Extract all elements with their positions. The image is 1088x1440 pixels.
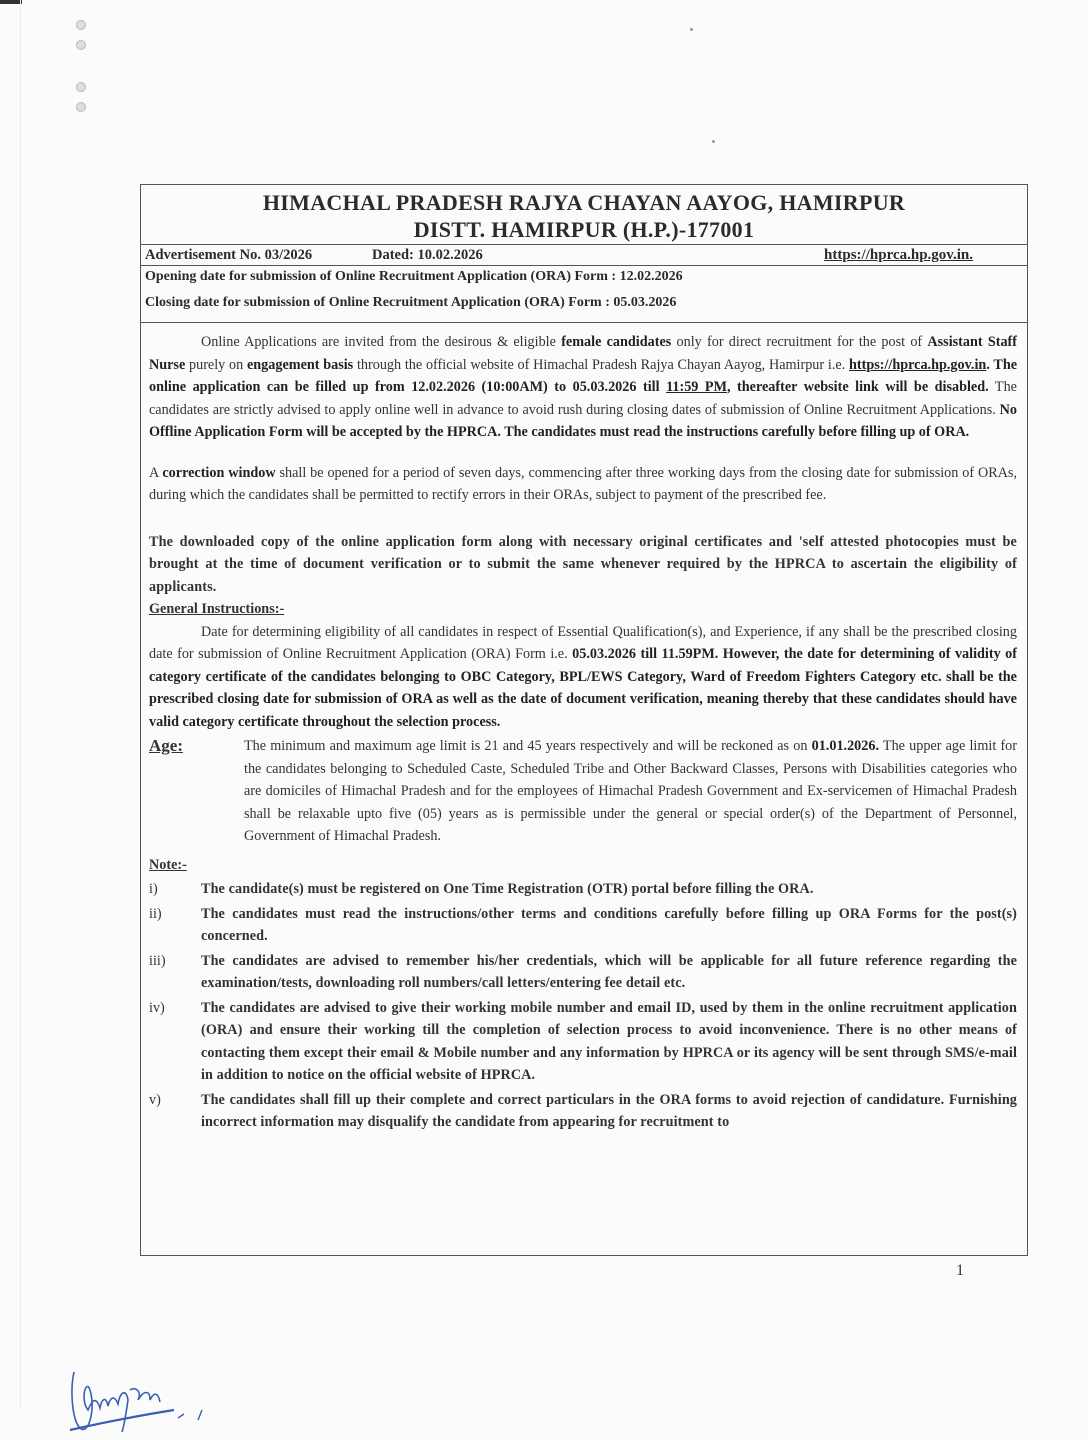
note-text: The candidates shall fill up their complete and correct particulars in the ORA forms to avoid rejection of candidature. Furnishing incorrect information may disqualify the candidate from appearing for recruitment to	[201, 1091, 1017, 1130]
intro-bold: No Offline Application Form will be accepted by the HPRCA. The candidates must read the instructions carefully before filling up of ORA.	[149, 401, 1017, 440]
correction-text: shall be opened for a period of seven days, commencing after three working days from the closing date for submission of ORAs, during which the candidates shall be permitted to rectify errors in their ORAs, subject to payment of the prescribed fee.	[149, 464, 1018, 503]
punch-hole-mark	[76, 20, 86, 30]
intro-bold: engagement basis	[246, 356, 354, 373]
note-item	[149, 997, 1017, 1087]
post-name: Assistant Staff Nurse	[149, 334, 1018, 373]
opening-date: Opening date for submission of Online Recruitment Application (ORA) Form : 12.02.2026	[145, 269, 683, 284]
general-bold: 05.03.2026 till 11.59PM. However, the date for determining of validity of category certificate of the candidates belonging to OBC Category, BPL/EWS Category, Ward of Freedom Fighters Category etc. shall be the prescribed closing date for submission of ORA	[149, 646, 1017, 707]
note-item	[149, 1089, 1017, 1134]
punch-hole-mark	[76, 82, 86, 92]
age-reckon-date: 01.01.2026.	[811, 738, 879, 754]
note-text: The candidates are advised to remember his/her credentials, which will be applicable for all future reference regarding the examination/tests, downloading roll numbers/call letters/entering fee detail etc.	[201, 952, 1017, 991]
punch-hole-mark	[76, 102, 86, 112]
advertisement-date: Dated: 10.02.2026	[372, 246, 483, 263]
scan-speck	[712, 140, 715, 143]
intro-bold: , thereafter website link will be disabled.	[726, 379, 989, 395]
scan-speck	[690, 28, 693, 31]
intro-text: only for direct recruitment for the post of	[671, 334, 928, 350]
correction-paragraph	[149, 462, 1017, 507]
advertisement-info-row	[141, 245, 1027, 266]
closing-date: Closing date for submission of Online Recruitment Application (ORA) Form : 05.03.2026	[145, 295, 677, 310]
intro-bold: . The online application can be filled up from 12.02.2026 (10:00AM) to 05.03.2026 till	[149, 356, 1018, 395]
note-label: Note:-	[149, 856, 187, 873]
intro-bold: female candidates	[561, 334, 672, 350]
note-item	[149, 903, 1017, 948]
closing-time: 11:59 PM	[666, 379, 727, 395]
note-item	[149, 950, 1017, 995]
correction-bold: correction window	[162, 464, 276, 481]
advertisement-number: Advertisement No. 03/2026	[145, 246, 313, 263]
note-item	[149, 878, 1017, 901]
note-number: ii)	[149, 905, 162, 922]
correction-text: A	[149, 464, 163, 481]
age-text	[244, 735, 1017, 848]
age-section	[149, 735, 1017, 848]
scan-edge-mark	[0, 0, 22, 4]
note-number: v)	[149, 1091, 161, 1108]
general-bold: as well as the date of document verification, meaning thereby that these candidates should have valid category certificate throughout the selection process.	[149, 691, 1017, 730]
note-number: iii)	[149, 952, 166, 969]
intro-paragraph	[149, 331, 1017, 444]
advertisement-frame	[140, 184, 1028, 1256]
punch-hole-mark	[76, 40, 86, 50]
note-number: i)	[149, 881, 158, 897]
download-notice: The downloaded copy of the online application form along with necessary original certificates and 'self attested photocopies must be brought at the time of document verification or to submit the same whenever required by the HPRCA to ascertain the eligibility of applicants.	[149, 533, 1017, 595]
intro-website-link[interactable]: https://hprca.hp.gov.in	[848, 356, 987, 373]
note-text: The candidates must read the instructions/other terms and conditions carefully before filling up ORA Forms for the post(s) concerned.	[201, 905, 1017, 944]
intro-text: The candidates are strictly advised to apply online well in advance to avoid rush during closing dates of submission of Online Recruitment Applications.	[149, 379, 1017, 418]
intro-text: through the official website of Himachal Pradesh Rajya Chayan Aayog, Hamirpur i.e.	[353, 356, 849, 373]
general-text: Date for determining eligibility of all candidates in respect of Essential Qualification(s), and Experience, if any shall be the prescribed closing date for submission of Online Recruitment Application (ORA) Form i.e.	[149, 623, 1017, 662]
note-text: The candidate(s) must be registered on One Time Registration (OTR) portal before filling the ORA.	[201, 881, 814, 897]
note-number: iv)	[149, 999, 165, 1016]
age-label: Age:	[149, 736, 183, 755]
age-text-part: The upper age limit for the candidates belonging to Scheduled Caste, Scheduled Tribe and Other Backward Classes, Persons with Disabilities categories who are domiciles of Himachal Pradesh and for the employees of Himachal Pradesh Government and Ex-servicemen of Himachal Pradesh shall be relaxable upto five (05) years as is permissible under the general or special order(s) of the Department of Personnel, Government of Himachal Pradesh.	[244, 738, 1018, 844]
page-number: 1	[956, 1262, 964, 1279]
scan-left-edge	[20, 0, 21, 1408]
dates-block	[141, 266, 1027, 323]
organization-address: DISTT. HAMIRPUR (H.P.)-177001	[413, 217, 755, 242]
note-list	[149, 878, 1017, 1134]
age-text-part: The minimum and maximum age limit is 21 and 45 years respectively and will be reckoned as on	[244, 738, 812, 754]
title-block	[141, 185, 1027, 245]
note-text: The candidates are advised to give their working mobile number and email ID, used by them in the online recruitment application (ORA) and ensure their working till the completion of selection process to avoid inconvenience. There is no other means of contacting them except their email & Mobile number and any information by HPRCA or its agency will be sent through SMS/e-mail in addition to notice on the official website of HPRCA.	[201, 999, 1017, 1083]
organization-title: HIMACHAL PRADESH RAJYA CHAYAN AAYOG, HAMIRPUR	[262, 190, 906, 215]
general-instructions-heading: General Instructions:-	[149, 601, 285, 617]
document-body	[141, 323, 1027, 1134]
general-instructions-paragraph	[149, 621, 1017, 734]
intro-text: Online Applications are invited from the desirous & eligible	[201, 334, 562, 350]
intro-text: purely on	[185, 356, 247, 373]
signature-icon	[66, 1370, 236, 1440]
website-link[interactable]: https://hprca.hp.gov.in.	[824, 246, 973, 263]
